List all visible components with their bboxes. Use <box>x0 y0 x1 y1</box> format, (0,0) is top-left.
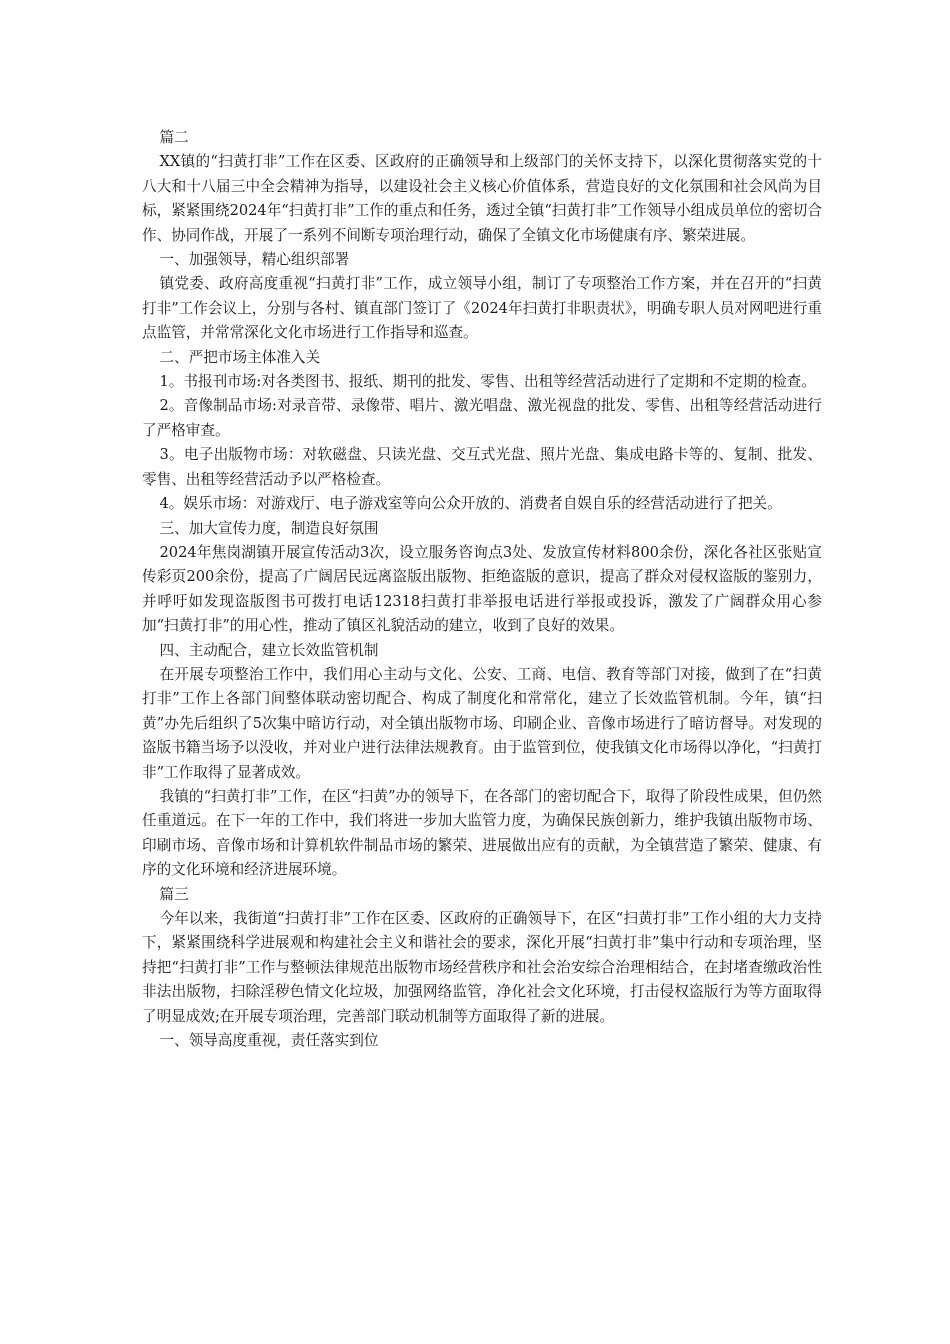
document-body <box>142 126 822 1053</box>
section-heading-part-three: 篇三 <box>159 885 189 903</box>
paragraph-cooperation: 在开展专项整治工作中，我们用心主动与文化、公安、工商、电信、教育等部门对接，做到了在“扫黄打非”工作上各部门间整体联动密切配合、构成了制度化和常常化，建立了长效监管机制。今年，镇“扫黄”办先后组织了5次集中暗访行动，对全镇出版物市场、印刷企业、音像市场进行了暗访督导。对发现的盗版书籍当场予以没收，并对业户进行法律法规教育。由于监管到位，使我镇文化市场得以净化，“扫黄打非”工作取得了显著成效。 <box>142 665 822 781</box>
paragraph-part-three-intro: 今年以来，我街道“扫黄打非”工作在区委、区政府的正确领导下，在区“扫黄打非”工作小组的大力支持下，紧紧围绕科学进展观和构建社会主义和谐社会的要求，深化开展“扫黄打非”集中行动和专项治理，坚持把“扫黄打非”工作与整顿法律规范出版物市场经营秩序和社会治安综合治理相结合，在封堵查缴政治性非法出版物，扫除淫秽色情文化垃圾，加强网络监管，净化社会文化环境，打击侵权盗版行为等方面取得了明显成效;在开展专项治理，完善部门联动机制等方面取得了新的进展。 <box>142 910 822 1025</box>
list-item-audio-video-market: 2。音像制品市场:对录音带、录像带、唱片、激光唱盘、激光视盘的批发、零售、出租等经营活动进行了严格审查。 <box>142 397 822 439</box>
section-heading-part-two: 篇二 <box>159 129 189 146</box>
paragraph-conclusion: 我镇的“扫黄打非”工作，在区“扫黄”办的领导下，在各部门的密切配合下，取得了阶段性成果，但仍然任重道远。在下一年的工作中，我们将进一步加大监管力度，为确保民族创新力，维护我镇出版物市场、印刷市场、音像市场和计算机软件制品市场的繁荣、进展做出应有的贡献，为全镇营造了繁荣、健康、有序的文化环境和经济进展环境。 <box>142 787 822 879</box>
section-heading-leadership: 一、加强领导，精心组织部署 <box>159 251 350 269</box>
paragraph-publicity: 2024年焦岗湖镇开展宣传活动3次，设立服务咨询点3处、发放宣传材料800余份，深化各社区张贴宣传彩页200余份，提高了广阔居民远离盗版出版物、拒绝盗版的意识，提高了群众对侵权盗版的鉴别力，并呼吁如发现盗版图书可拨打电话12318扫黄打非举报电话进行举报或投诉，激发了广阔群众用心参加“扫黄打非”的用心性，推动了镇区礼貌活动的建立，收到了良好的效果。 <box>142 543 822 635</box>
section-heading-market-access: 二、严把市场主体准入关 <box>159 348 321 366</box>
section-heading-cooperation: 四、主动配合，建立长效监管机制 <box>159 641 379 659</box>
list-item-books-market: 1。书报刊市场:对各类图书、报纸、期刊的批发、零售、出租等经营活动进行了定期和不定期的检查。 <box>159 373 816 391</box>
section-heading-publicity: 三、加大宣传力度，制造良好氛围 <box>159 519 379 537</box>
section-heading-responsibility: 一、领导高度重视，责任落实到位 <box>159 1032 379 1050</box>
paragraph-intro: XX镇的“扫黄打非”工作在区委、区政府的正确领导和上级部门的关怀支持下，以深化贯彻落实党的十八大和十八届三中全会精神为指导，以建设社会主义核心价值体系，营造良好的文化氛围和社会风尚为目标，紧紧围绕2024年“扫黄打非”工作的重点和任务，透过全镇“扫黄打非”工作领导小组成员单位的密切合作、协同作战，开展了一系列不间断专项治理行动，确保了全镇文化市场健康有序、繁荣进展。 <box>142 153 822 244</box>
list-item-electronic-publications: 3。电子出版物市场：对软磁盘、只读光盘、交互式光盘、照片光盘、集成电路卡等的、复制、批发、零售、出租等经营活动予以严格检查。 <box>142 446 822 488</box>
list-item-entertainment-market: 4。娱乐市场：对游戏厅、电子游戏室等向公众开放的、消费者自娱自乐的经营活动进行了把关。 <box>159 495 782 513</box>
paragraph-leadership: 镇党委、政府高度重视“扫黄打非”工作，成立领导小组，制订了专项整治工作方案，并在召开的“扫黄打非”工作会议上，分别与各村、镇直部门签订了《2024年扫黄打非职责状》，明确专职人员对网吧进行重点监管，并常常深化文化市场进行工作指导和巡查。 <box>142 275 822 342</box>
